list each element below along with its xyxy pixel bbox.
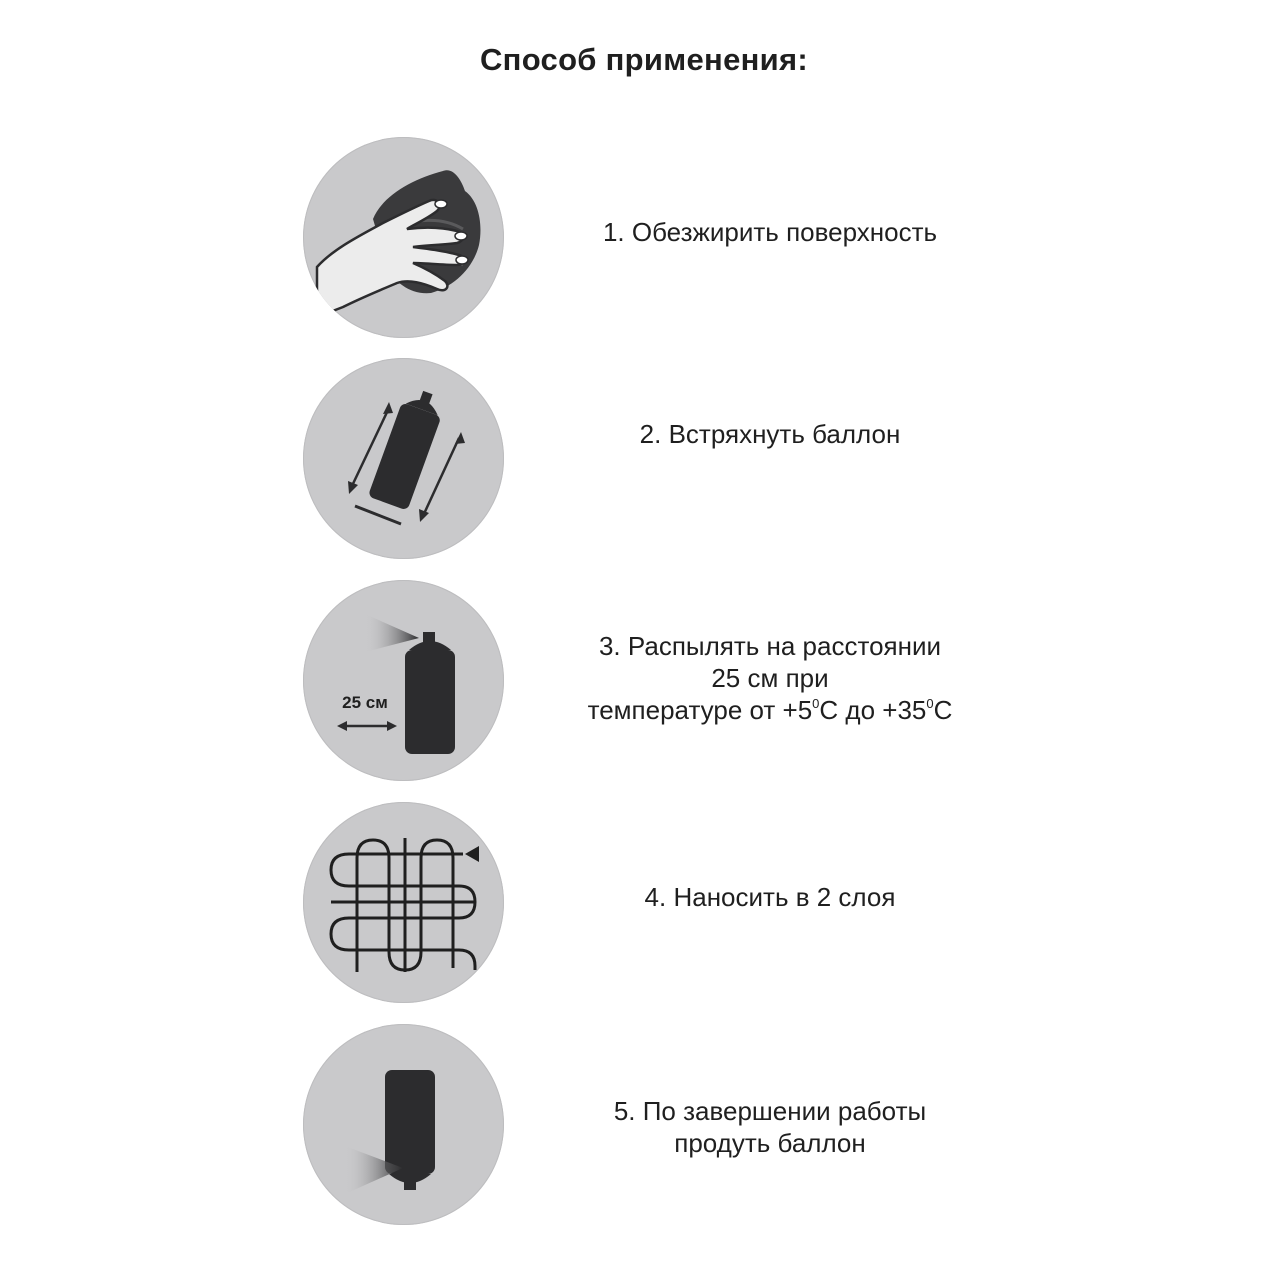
step-1-line-1: 1. Обезжирить поверхность bbox=[602, 217, 938, 247]
shake-can-icon bbox=[303, 358, 504, 559]
step-4-line-1: 4. Наносить в 2 слоя bbox=[644, 882, 896, 912]
step-2-text bbox=[520, 418, 1020, 450]
step-3-line-3: температуре от $+5^0C$ до $+35^0C$ bbox=[587, 695, 953, 725]
step-1-text bbox=[520, 216, 1020, 248]
step-5-line-2: продуть баллон bbox=[674, 1128, 866, 1158]
spray-distance-icon bbox=[303, 580, 504, 781]
step-5-text bbox=[520, 1095, 1020, 1159]
blow-can-icon bbox=[303, 1024, 504, 1225]
two-layers-icon bbox=[303, 802, 504, 1003]
hand-wiping-icon bbox=[303, 137, 504, 338]
page-title: Способ применения: bbox=[479, 42, 809, 77]
distance-label: 25 см bbox=[342, 693, 388, 712]
step-4-text bbox=[520, 881, 1020, 913]
step-2-line-1: 2. Встряхнуть баллон bbox=[639, 419, 901, 449]
step-3-text bbox=[520, 630, 1020, 726]
step-3-line-2: 25 см при bbox=[711, 663, 829, 693]
step-3-line-1: 3. Распылять на расстоянии bbox=[598, 631, 942, 661]
step-5-line-1: 5. По завершении работы bbox=[613, 1096, 927, 1126]
